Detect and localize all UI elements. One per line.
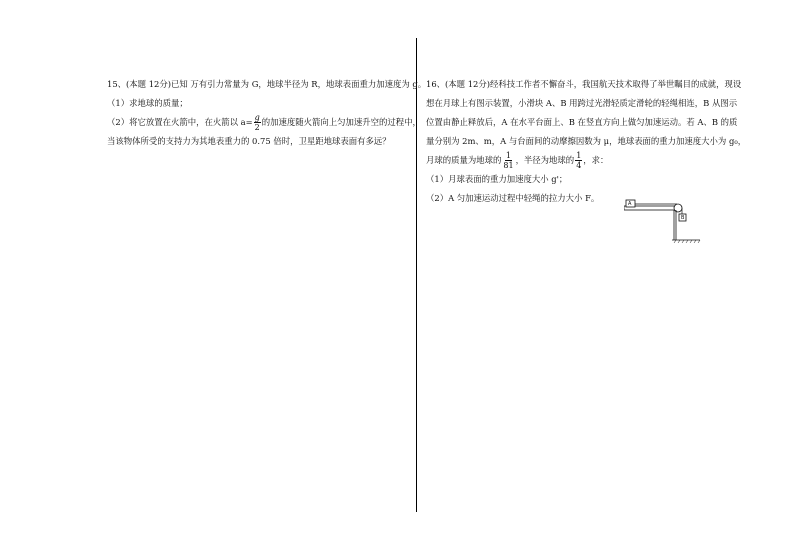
q15-part2-text-b: 的加速度随火箭向上匀加速升空的过程中， xyxy=(261,117,421,127)
q16-fraction-radius xyxy=(575,151,582,170)
q15-fraction-g-over-2 xyxy=(254,113,261,132)
fraction-denominator: 81 xyxy=(503,161,514,170)
q16-line5-text-c: ，求： xyxy=(583,155,609,165)
q15-header: 15、(本题 12分)已知 万有引力常量为 G，地球半径为 R，地球表面重力加速度为 g。 xyxy=(107,79,427,89)
block-b-label: B xyxy=(681,215,685,221)
ground-hatching xyxy=(674,240,700,243)
question-15 xyxy=(107,75,426,151)
q16-line2: 想在月球上有图示装置，小滑块 A、B 用跨过光滑轻质定滑轮的轻绳相连，B 从图示 xyxy=(426,98,738,108)
q15-part2-text-a: （2）将它放置在火箭中，在火箭以 a= xyxy=(107,117,253,127)
block-a-label: A xyxy=(628,201,632,207)
q16-line3: 位置由静止释放后，A 在水平台面上、B 在竖直方向上做匀加速运动。若 A、B 的质 xyxy=(426,117,738,127)
pulley-wheel xyxy=(674,204,682,212)
q15-part1: （1）求地球的质量； xyxy=(107,98,188,108)
q15-part2-line2: 当该物体所受的支持力为其地表重力的 0.75 倍时，卫星距地球表面有多远？ xyxy=(107,136,391,146)
q16-line5-text-b: ，半径为地球的 xyxy=(515,155,575,165)
q16-fraction-mass xyxy=(502,151,514,170)
fraction-denominator: 4 xyxy=(576,161,582,170)
q16-line1: 16、(本题 12分)经科技工作者不懈奋斗，我国航天技术取得了举世瞩目的成就，现设 xyxy=(426,79,742,89)
fraction-denominator: 2 xyxy=(254,123,260,132)
q15-part2-line xyxy=(107,113,426,132)
q16-part1: （1）月球表面的重力加速度大小 g'； xyxy=(426,174,568,184)
q16-line4: 量分别为 2m、m，A 与台面间的动摩擦因数为 μ，地球表面的重力加速度大小为 g₀， xyxy=(426,136,747,146)
fraction-numerator: g xyxy=(254,113,260,122)
q16-line5-text-a: 月球的质量为地球的 xyxy=(426,155,502,165)
fraction-numerator: 1 xyxy=(505,151,512,160)
q16-line5 xyxy=(426,151,746,170)
fraction-numerator: 1 xyxy=(576,151,582,160)
q16-part2: （2）A 匀加速运动过程中轻绳的拉力大小 F。 xyxy=(426,193,600,203)
question-16 xyxy=(426,75,746,208)
pulley-diagram xyxy=(624,196,704,248)
pulley-diagram-drawing xyxy=(624,196,704,248)
